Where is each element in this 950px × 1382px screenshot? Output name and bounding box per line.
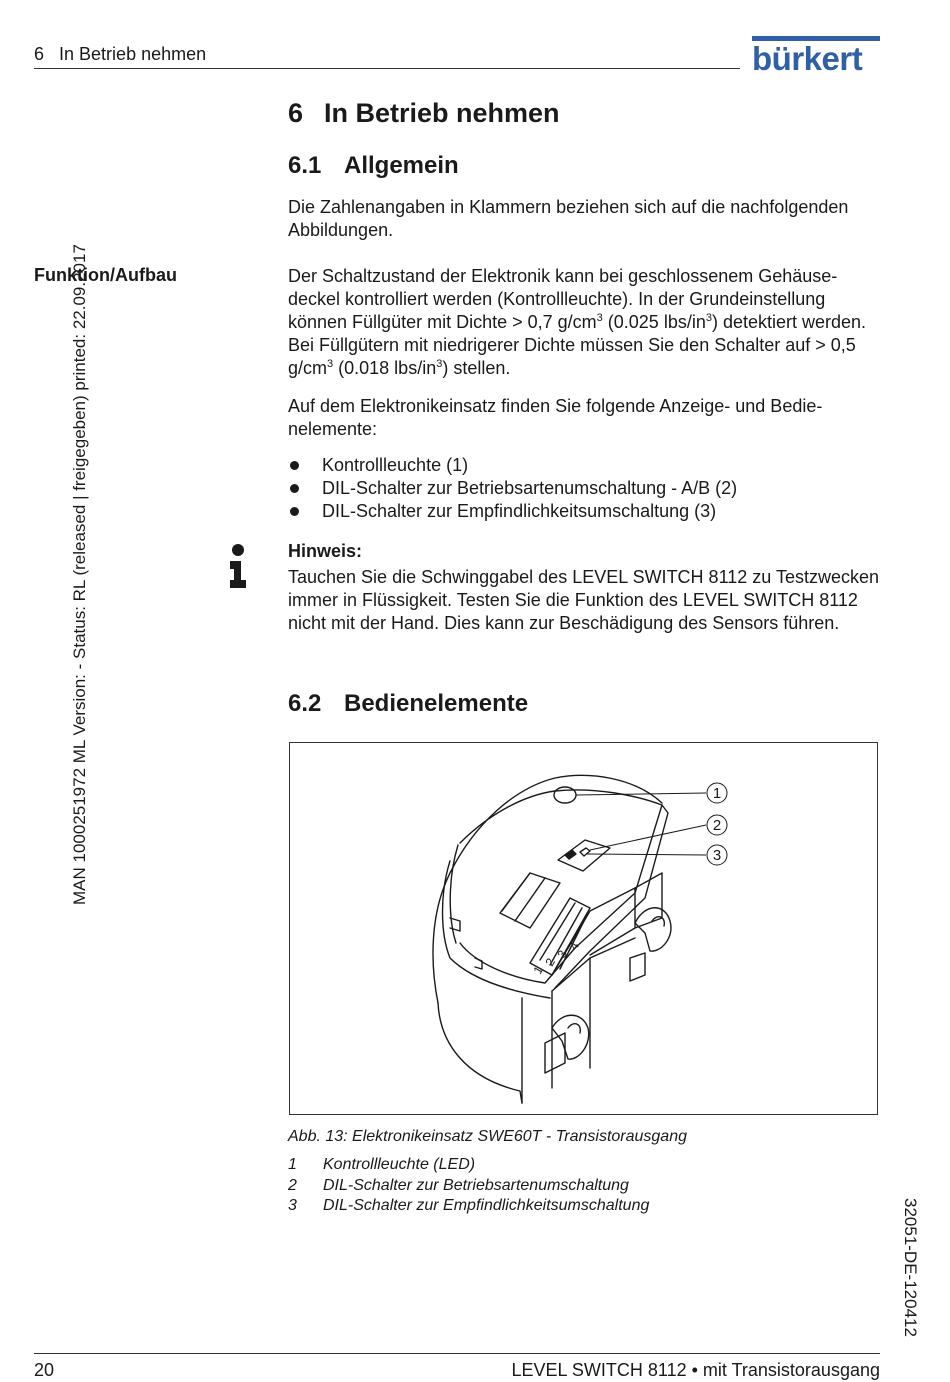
section-title: Bedienelemente [344, 690, 529, 717]
footer-rule [34, 1353, 880, 1354]
logo-text: bürkert [752, 40, 863, 77]
text-run: ) detektiert werden. Bei Füllgütern mit niedrigerer Dichte müssen Sie den Schalter auf > 0,5 g/cm [288, 312, 867, 378]
text-run: (0.018 lbs/in [333, 358, 437, 378]
list-item [288, 500, 883, 523]
list-item-text: Kontrollleuchte (1) [322, 455, 469, 475]
chapter-heading [288, 98, 560, 129]
bullet-icon [290, 461, 299, 470]
switch-number-3: 3 [554, 947, 570, 961]
callout-line-2 [590, 825, 706, 850]
info-icon [227, 544, 249, 590]
note-body: Tauchen Sie die Schwinggabel des LEVEL SWITCH 8112 zu Testzwecken immer in Flüssigkeit. Testen Sie die Funktion des LEVEL SWITCH 8112 nicht mit der Hand. Dies kann zur Beschädigung des Sensors führen. [288, 567, 879, 633]
text-run: (0.025 lbs/in [602, 312, 706, 332]
running-header-title: In Betrieb nehmen [59, 44, 207, 64]
list-item [288, 454, 883, 477]
callout-label-3: 3 [712, 847, 722, 864]
callout-line-3 [586, 854, 706, 855]
bullet-icon [290, 484, 299, 493]
legend-number: 1 [288, 1156, 297, 1173]
page-number: 20 [34, 1360, 55, 1380]
legend-item [288, 1155, 649, 1176]
list-item-text: DIL-Schalter zur Betriebsartenumschaltung - A/B (2) [322, 478, 738, 498]
figure-caption: Abb. 13: Elektronikeinsatz SWE60T - Transistorausgang [288, 1128, 687, 1145]
superscript: 3 [327, 358, 334, 370]
section-title: Allgemein [344, 152, 459, 179]
superscript: 3 [436, 358, 443, 370]
legend-item [288, 1196, 649, 1217]
housing-edge [443, 861, 551, 998]
side-label: Funktion/Aufbau [34, 265, 177, 285]
note-title: Hinweis: [288, 541, 363, 561]
text-run: ) stellen. [442, 358, 511, 378]
running-header [34, 44, 206, 65]
paragraph-function [288, 265, 883, 380]
paragraph-intro: Die Zahlenangaben in Klammern beziehen sich auf die nachfolgenden Abbildungen. [288, 197, 849, 240]
switch-number-1: 1 [530, 963, 546, 977]
document-code: 32051-DE-120412 [901, 1198, 920, 1337]
section-heading-bedienelemente [288, 690, 528, 718]
chapter-title: In Betrieb nehmen [324, 98, 560, 128]
text-run: Der Schaltzustand der Elektronik kann bei geschlossenem Gehäuse-deckel kontrolliert werden (Kontrollleuchte). In der Grundeinstellung können Füllgüter mit Dichte > 0,7 g/cm [288, 266, 838, 332]
superscript: 3 [596, 312, 603, 324]
callout-label-1: 1 [712, 785, 722, 802]
burkert-logo [752, 36, 882, 76]
figure-legend [288, 1155, 649, 1217]
section-heading-allgemein [288, 152, 459, 180]
switch-number-2: 2 [542, 955, 558, 969]
header-rule [34, 68, 740, 69]
legend-text: DIL-Schalter zur Empfindlichkeitsumschaltung [323, 1197, 650, 1214]
section-number: 6.1 [288, 152, 322, 179]
superscript: 3 [705, 312, 712, 324]
callout-line-1 [576, 793, 706, 795]
paragraph-elements: Auf dem Elektronikeinsatz finden Sie folgende Anzeige- und Bedie-nelemente: [288, 396, 823, 439]
figure-electronics-insert [289, 742, 878, 1115]
legend-text: DIL-Schalter zur Betriebsartenumschaltung [323, 1176, 629, 1194]
chapter-number: 6 [288, 98, 304, 128]
footer-title: LEVEL SWITCH 8112 • mit Transistorausgang [511, 1360, 880, 1380]
legend-text: Kontrollleuchte (LED) [323, 1156, 476, 1173]
electronics-insert-drawing [290, 743, 877, 1114]
document-status-stamp: MAN 1000251972 ML Version: - Status: RL (released | freigegeben) printed: 22.09.2017 [70, 244, 89, 905]
legend-number: 3 [288, 1197, 297, 1214]
legend-number: 2 [288, 1176, 297, 1194]
bullet-list [288, 454, 883, 523]
list-item [288, 477, 883, 500]
switch-number-4: 4 [566, 939, 582, 953]
legend-item [288, 1176, 649, 1197]
list-item-text: DIL-Schalter zur Empfindlichkeitsumschaltung (3) [322, 501, 717, 521]
running-header-number: 6 [34, 44, 45, 64]
section-number: 6.2 [288, 690, 322, 717]
callout-label-2: 2 [712, 817, 722, 834]
bullet-icon [290, 507, 299, 516]
